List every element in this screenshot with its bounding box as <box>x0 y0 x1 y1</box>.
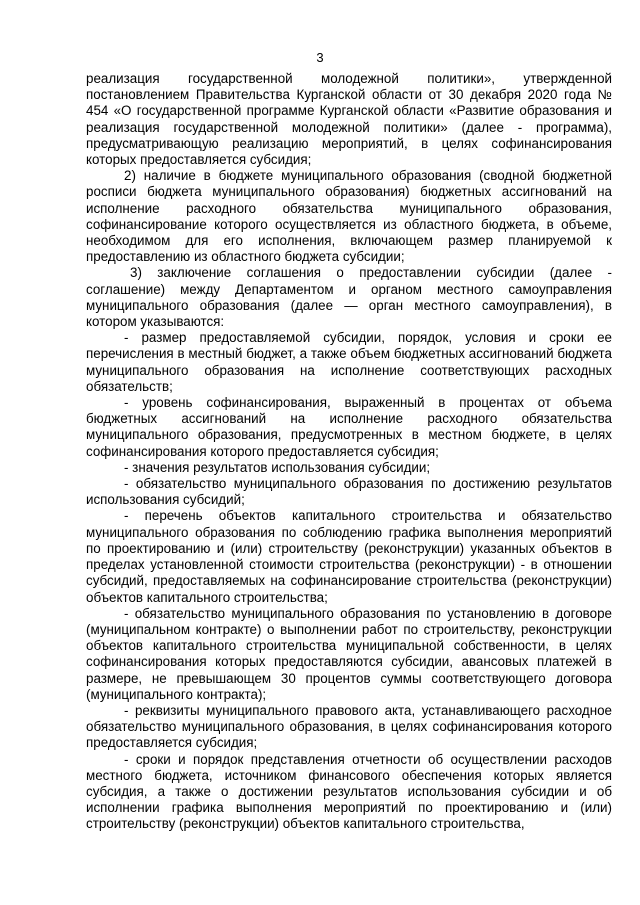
list-item-advance-payments: - обязательство муниципального образования по установлению в договоре (муниципальном контракте) о выполнении работ по строительству, реконструкции объектов капитального строительства муниципальной собственности, в целях софинансирования которых предоставляются субсидии, авансовых платежей в размере, не превышающем 30 процентов суммы соответствующего договора (муниципального контракта); <box>86 605 612 702</box>
paragraph-item-3: 3) заключение соглашения о предоставлении субсидии (далее - соглашение) между Департаментом и органом местного самоуправления муниципального образования (далее — орган местного самоуправления), в котором указываются: <box>86 265 612 330</box>
list-item-cofinancing-level: - уровень софинансирования, выраженный в процентах от объема бюджетных ассигнований на исполнение расходного обязательства муниципального образования, предусмотренных в местном бюджете, в целях софинансирования которого предоставляется субсидия; <box>86 395 612 459</box>
list-item-subsidy-size: - размер предоставляемой субсидии, порядок, условия и сроки ее перечисления в местный бюджет, а также объем бюджетных ассигнований бюджета муниципального образования на исполнение соответствующих расходных обязательств; <box>86 330 612 394</box>
document-body <box>86 71 612 833</box>
paragraph-item-2: 2) наличие в бюджете муниципального образования (сводной бюджетной росписи бюджета муниципального образования) бюджетных ассигнований на исполнение расходного обязательства муниципального образования, софинансирование которого осуществляется из областного бюджета, в объеме, необходимом для его исполнения, включающем размер планируемой к предоставлению из областного бюджета субсидии; <box>86 168 612 265</box>
list-item-result-values: - значения результатов использования субсидии; <box>124 459 431 475</box>
list-item-results-obligation: - обязательство муниципального образования по достижению результатов использования субсидий; <box>86 476 612 508</box>
list-item-reporting: - сроки и порядок представления отчетности об осуществлении расходов местного бюджета, источником финансового обеспечения которых является субсидия, а также о достижении результатов использования субсидии и об исполнении графика выполнения мероприятий по проектированию и (или) строительству (реконструкции) объектов капитального строительства, <box>86 751 612 832</box>
list-item-capital-objects: - перечень объектов капитального строительства и обязательство муниципального образования по соблюдению графика выполнения мероприятий по проектированию и (или) строительству (реконструкции) указанных объектов в пределах установленной стоимости строительства (реконструкции) - в отношении субсидий, предоставляемых на софинансирование строительства (реконструкции) объектов капитального строительства; <box>86 508 612 605</box>
paragraph-continuation: реализация государственной молодежной политики», утвержденной постановлением Правительства Курганской области от 30 декабря 2020 года № 454 «О государственной программе Курганской области «Развитие образования и реализация государственной молодежной политики» (далее - программа), предусматривающую реализацию мероприятий, в целях софинансирования которых предоставляется субсидия; <box>86 71 612 168</box>
page-number: 3 <box>316 50 324 65</box>
list-item-legal-act-details: - реквизиты муниципального правового акта, устанавливающего расходное обязательство муниципального образования, в целях софинансирования которого предоставляется субсидия; <box>86 702 612 751</box>
